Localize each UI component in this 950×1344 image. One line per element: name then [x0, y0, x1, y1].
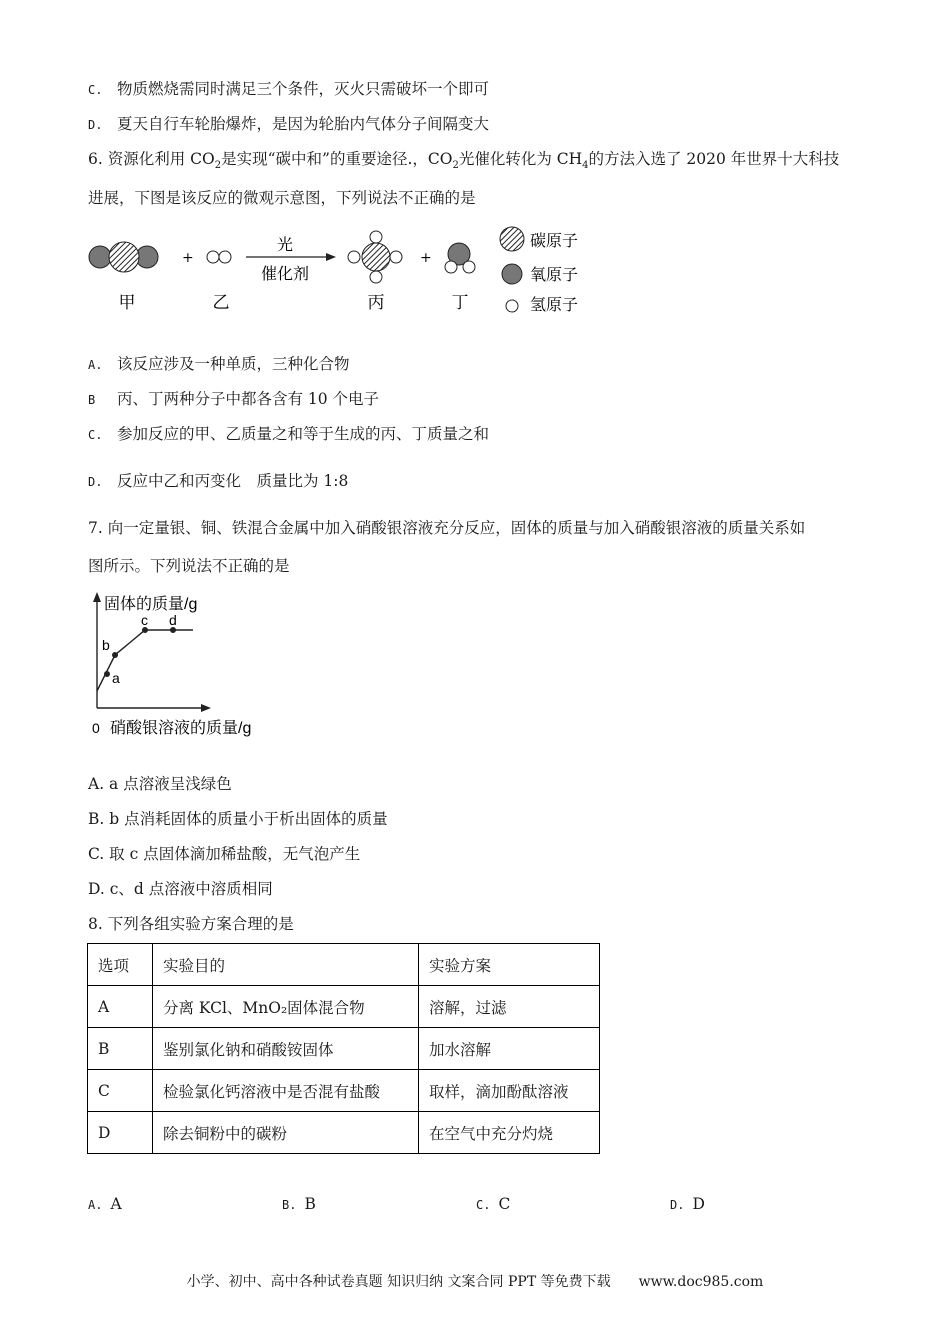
option-text: 反应中乙和丙变化 质量比为 1:8	[116, 472, 349, 490]
q7-option-d: D. c、d 点溶液中溶质相同	[88, 880, 273, 898]
mass-graph	[85, 590, 285, 740]
label-ding: 丁	[451, 293, 469, 312]
option-text: 物质燃烧需同时满足三个条件，灭火只需破坏一个即可	[116, 80, 489, 98]
q7-option-a: A. a 点溶液呈浅绿色	[88, 775, 232, 793]
legend-oxygen	[502, 264, 578, 284]
q6-stem-d: 的方法入选了 2020 年世界十大科技	[588, 150, 840, 168]
point-a	[104, 671, 110, 677]
option-text: 该反应涉及一种单质，三种化合物	[116, 355, 350, 373]
option-text: 参加反应的甲、乙质量之和等于生成的丙、丁质量之和	[116, 425, 489, 443]
answer-key: B.	[282, 1198, 297, 1212]
answer-key: C.	[476, 1198, 491, 1212]
answer-option-a	[88, 1195, 122, 1213]
header-cell: 实验目的	[153, 944, 419, 986]
option-c-prev	[88, 77, 489, 99]
q7-option-b: B. b 点消耗固体的质量小于析出固体的质量	[88, 810, 388, 828]
header-cell: 选项	[88, 944, 153, 986]
q6-option-b	[88, 387, 379, 409]
q7-stem-line1: 7. 向一定量银、铜、铁混合金属中加入硝酸银溶液充分反应，固体的质量与加入硝酸银溶液的质量关系如	[88, 519, 806, 537]
option-text: 夏天自行车轮胎爆炸，是因为轮胎内气体分子间隔变大	[116, 115, 489, 133]
q6-stem-b: 是实现“碳中和”的重要途径.，CO	[221, 150, 453, 168]
point-a-label: a	[112, 670, 120, 686]
sub-2: 2	[214, 160, 222, 172]
experiment-table	[87, 943, 600, 1154]
q7-option-c: C. 取 c 点固体滴加稀盐酸，无气泡产生	[88, 845, 361, 863]
arrow-bottom-label: 催化剂	[260, 266, 310, 283]
legend-carbon-label: 碳原子	[530, 233, 579, 250]
table-cell: 鉴别氯化钠和硝酸铵固体	[153, 1028, 419, 1070]
plus-sign-2: +	[420, 250, 432, 266]
table-cell: C	[88, 1070, 153, 1112]
molecule-co2	[89, 242, 158, 272]
q7-stem-line2: 图所示。下列说法不正确的是	[88, 557, 290, 575]
header-cell: 实验方案	[419, 944, 600, 986]
option-key: D.	[88, 475, 103, 489]
y-axis-label: 固体的质量/g	[104, 596, 198, 613]
legend-hydrogen	[506, 296, 578, 314]
table-cell: 除去铜粉中的碳粉	[153, 1112, 419, 1154]
arrow-head	[326, 253, 336, 261]
option-text: 丙、丁两种分子中都各含有 10 个电子	[116, 390, 380, 408]
point-d-label: d	[169, 612, 177, 628]
option-key: C.	[88, 83, 103, 97]
answer-text: B	[304, 1195, 316, 1213]
molecule-h2o	[445, 243, 475, 273]
q6-option-d	[88, 469, 348, 491]
reaction-diagram	[85, 220, 595, 320]
answer-text: A	[110, 1195, 122, 1213]
arrow-top-label: 光	[276, 237, 294, 254]
option-key: C.	[88, 428, 103, 442]
option-key: A.	[88, 358, 103, 372]
point-c-label: c	[141, 612, 148, 628]
option-key: D.	[88, 118, 103, 132]
legend-hydrogen-label: 氢原子	[530, 297, 579, 314]
q6-stem-line1	[88, 147, 839, 171]
table-cell: 分离 KCl、MnO₂固体混合物	[153, 986, 419, 1028]
q6-stem-line2: 进展，下图是该反应的微观示意图，下列说法不正确的是	[88, 189, 476, 207]
table-row	[88, 1070, 600, 1112]
q6-option-c	[88, 422, 489, 444]
sub-4: 4	[582, 160, 589, 172]
q6-stem-a: 6. 资源化利用 CO	[88, 150, 215, 168]
answer-key: A.	[88, 1198, 103, 1212]
answer-text: D	[692, 1195, 705, 1213]
label-yi: 乙	[212, 293, 230, 312]
y-axis-arrow	[93, 592, 101, 602]
answer-text: C	[498, 1195, 511, 1213]
answer-option-d	[670, 1195, 705, 1213]
table-cell: 取样，滴加酚酞溶液	[419, 1070, 600, 1112]
legend-carbon	[500, 227, 578, 251]
label-bing: 丙	[367, 293, 385, 312]
label-jia: 甲	[118, 293, 136, 312]
molecule-h2	[207, 251, 231, 263]
table-cell: 在空气中充分灼烧	[419, 1112, 600, 1154]
table-cell: A	[88, 986, 153, 1028]
x-axis-label: 硝酸银溶液的质量/g	[110, 720, 252, 737]
q8-stem: 8. 下列各组实验方案合理的是	[88, 915, 294, 933]
table-row	[88, 1028, 600, 1070]
page-footer: 小学、初中、高中各种试卷真题 知识归纳 文案合同 PPT 等免费下载 www.doc985.com	[186, 1274, 764, 1290]
q6-stem-c: 光催化转化为 CH	[458, 150, 583, 168]
table-cell: D	[88, 1112, 153, 1154]
option-key: B	[88, 393, 96, 407]
q6-option-a	[88, 352, 349, 374]
table-header-row	[88, 944, 600, 986]
option-d-prev	[88, 112, 489, 134]
sub-2: 2	[452, 160, 459, 172]
table-cell: B	[88, 1028, 153, 1070]
table-cell: 溶解，过滤	[419, 986, 600, 1028]
table-cell: 加水溶解	[419, 1028, 600, 1070]
plus-sign-1: +	[182, 250, 194, 266]
table-row	[88, 1112, 600, 1154]
origin-label: 0	[92, 720, 100, 736]
answer-option-c	[476, 1195, 510, 1213]
point-b	[112, 652, 118, 658]
table-cell: 检验氯化钙溶液中是否混有盐酸	[153, 1070, 419, 1112]
legend-oxygen-label: 氧原子	[530, 267, 579, 284]
answer-key: D.	[670, 1198, 685, 1212]
answer-option-b	[282, 1195, 316, 1213]
point-b-label: b	[102, 637, 110, 653]
table-row	[88, 986, 600, 1028]
molecule-ch4	[348, 231, 402, 283]
x-axis-arrow	[201, 704, 211, 712]
